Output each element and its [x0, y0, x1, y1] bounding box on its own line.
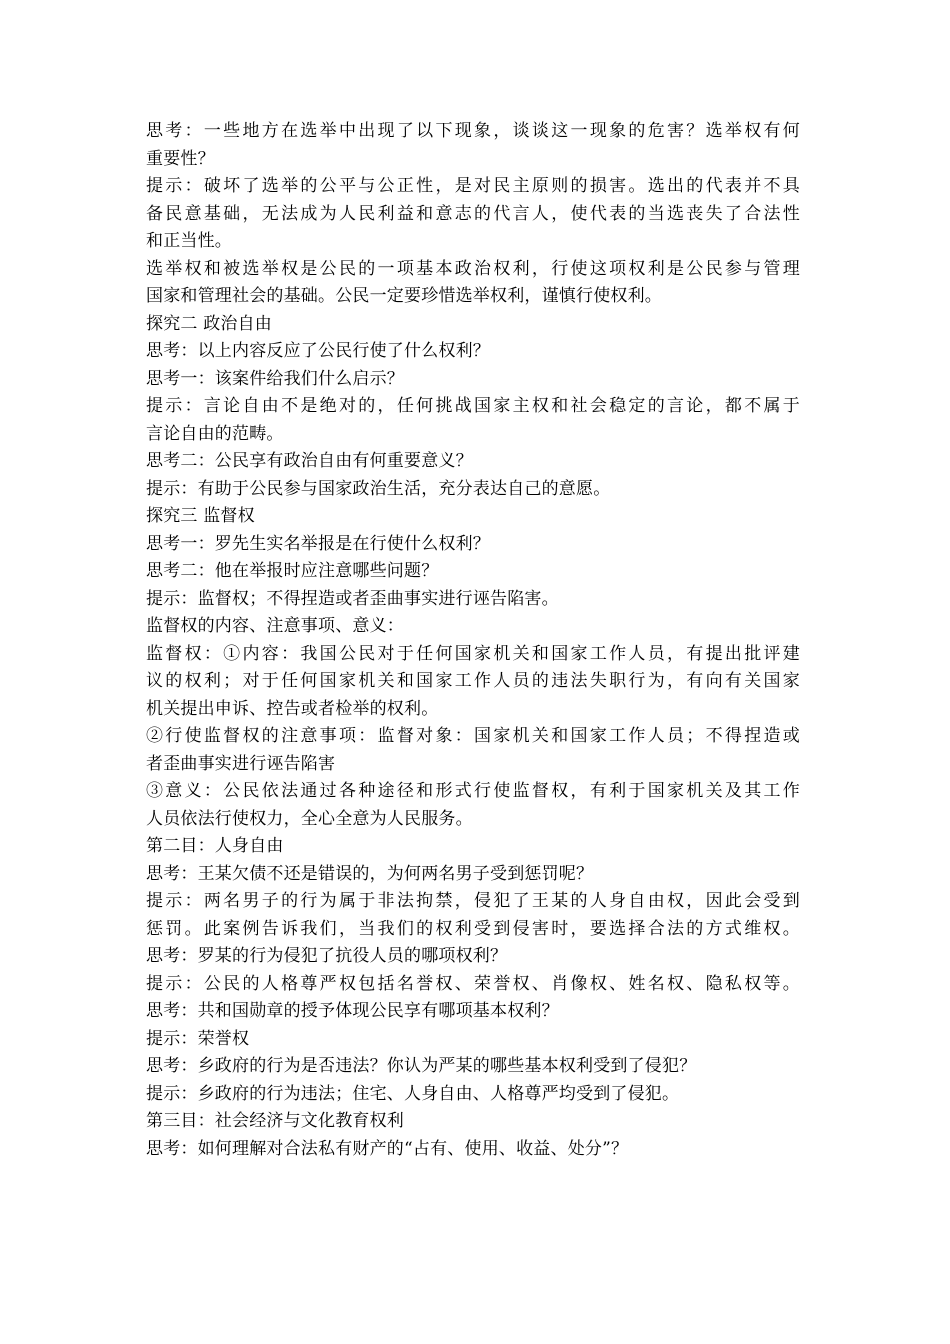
text-line: 提示：乡政府的行为违法；住宅、人身自由、人格尊严均受到了侵犯。 [146, 1083, 680, 1104]
text-line: 提示：破坏了选举的公平与公正性，是对民主原则的损害。选出的代表并不具 [146, 176, 800, 196]
text-line: ③意义：公民依法通过各种途径和形式行使监督权，有利于国家机关及其工作 [146, 781, 800, 801]
text-line: 提示：两名男子的行为属于非法拘禁，侵犯了王某的人身自由权，因此会受到 [146, 891, 800, 911]
text-line: 思考二：公民享有政治自由有何重要意义？ [146, 451, 473, 471]
text-line: 思考：王某欠债不还是错误的，为何两名男子受到惩罚呢？ [146, 863, 594, 884]
text-line: 思考：罗某的行为侵犯了抗役人员的哪项权利？ [146, 946, 508, 966]
text-line: 提示：有助于公民参与国家政治生活，充分表达自己的意愿。 [146, 478, 611, 499]
text-line: 提示：监督权；不得捏造或者歪曲事实进行诬告陷害。 [146, 588, 559, 609]
text-line: 思考二：他在举报时应注意哪些问题？ [146, 561, 439, 581]
text-line: 监督权：①内容：我国公民对于任何国家机关和国家工作人员，有提出批评建 [146, 643, 800, 664]
text-line: 人员依法行使权力，全心全意为人民服务。 [146, 808, 473, 829]
text-line: 提示：言论自由不是绝对的，任何挑战国家主权和社会稳定的言论，都不属于 [146, 396, 800, 416]
text-line: 提示：荣誉权 [146, 1028, 250, 1049]
text-line: 提示：公民的人格尊严权包括名誉权、荣誉权、肖像权、姓名权、隐私权等。 [146, 973, 800, 994]
text-line: 思考：如何理解对合法私有财产的“占有、使用、收益、处分”？ [146, 1138, 629, 1159]
text-line: 备民意基础，无法成为人民利益和意志的代言人，使代表的当选丧失了合法性 [146, 203, 800, 224]
text-line: 思考：共和国勋章的授予体现公民享有哪项基本权利？ [146, 1001, 559, 1021]
text-line: 思考：一些地方在选举中出现了以下现象，谈谈这一现象的危害？选举权有何 [146, 121, 800, 141]
text-line: 探究二 政治自由 [146, 313, 273, 334]
text-line: 国家和管理社会的基础。公民一定要珍惜选举权利，谨慎行使权利。 [146, 286, 662, 306]
text-line: 议的权利；对于任何国家机关和国家工作人员的违法失职行为，有向有关国家 [146, 671, 800, 691]
document-body [146, 118, 800, 1163]
text-line: 选举权和被选举权是公民的一项基本政治权利，行使这项权利是公民参与管理 [146, 258, 800, 279]
text-line: 思考：以上内容反应了公民行使了什么权利？ [146, 341, 490, 361]
text-line: 者歪曲事实进行诬告陷害 [146, 753, 336, 774]
text-line: ②行使监督权的注意事项：监督对象：国家机关和国家工作人员；不得捏造或 [146, 726, 800, 746]
text-line: 监督权的内容、注意事项、意义： [146, 616, 404, 636]
text-line: 惩罚。此案例告诉我们，当我们的权利受到侵害时，要选择合法的方式维权。 [146, 918, 800, 939]
text-line: 思考一：罗先生实名举报是在行使什么权利？ [146, 533, 490, 554]
text-lines [146, 118, 800, 1163]
text-line: 第二目：人身自由 [146, 836, 284, 856]
text-line: 机关提出申诉、控告或者检举的权利。 [146, 698, 439, 719]
text-line: 和正当性。 [146, 231, 232, 251]
text-line: 重要性？ [146, 148, 215, 169]
text-line: 思考：乡政府的行为是否违法？你认为严某的哪些基本权利受到了侵犯？ [146, 1056, 697, 1076]
text-line: 言论自由的范畴。 [146, 423, 284, 444]
text-line: 第三目：社会经济与文化教育权利 [146, 1111, 404, 1131]
text-line: 探究三 监督权 [146, 506, 255, 526]
text-line: 思考一：该案件给我们什么启示？ [146, 368, 404, 389]
